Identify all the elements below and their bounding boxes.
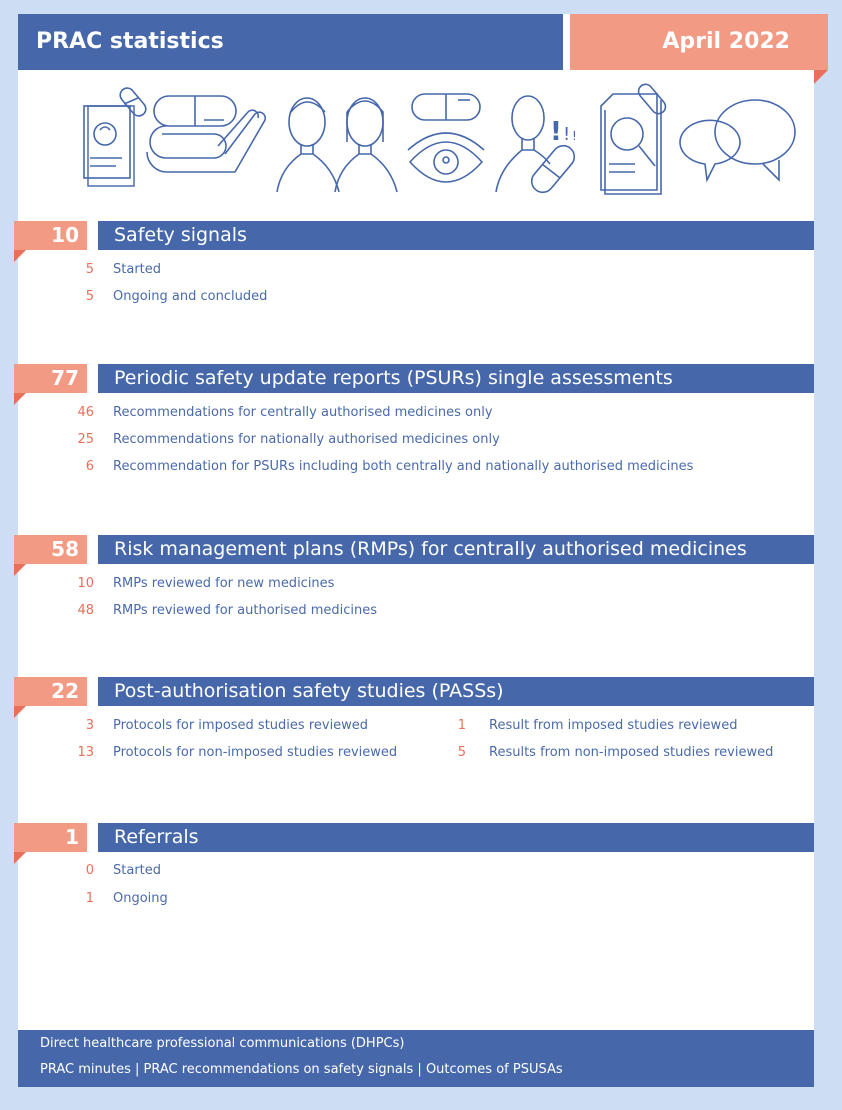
patient-alert-pill-icon: [490, 82, 585, 202]
stat-count: 5: [457, 745, 466, 760]
section-title: Referrals: [98, 823, 814, 852]
illustration-row: [80, 82, 800, 208]
stat-count: 6: [85, 459, 94, 474]
stat-count: 13: [77, 745, 94, 760]
stat-label: RMPs reviewed for authorised medicines: [113, 603, 378, 618]
stat-label: Protocols for imposed studies reviewed: [113, 718, 369, 733]
prac-minutes-link[interactable]: PRAC minutes: [40, 1062, 131, 1077]
link-separator: |: [417, 1062, 422, 1077]
document-magnifier-pill-icon: [595, 82, 675, 202]
patients-male-female-icon: [275, 82, 405, 202]
stat-count: 5: [85, 262, 94, 277]
stat-label: Ongoing and concluded: [113, 289, 268, 304]
dhpc-link[interactable]: Direct healthcare professional communications (DHPCs): [40, 1036, 405, 1051]
date-tab-fold: [814, 70, 828, 84]
stat-label: Result from imposed studies reviewed: [489, 718, 738, 733]
prac-recommendations-link[interactable]: PRAC recommendations on safety signals: [143, 1062, 414, 1077]
eye-pill-icon: [406, 82, 486, 202]
stat-count: 0: [85, 863, 94, 878]
section-total-badge: 1: [14, 823, 87, 852]
badge-fold: [14, 852, 26, 864]
stat-label: Started: [113, 262, 162, 277]
stat-count: 10: [77, 576, 94, 591]
section-total-badge: 58: [14, 535, 87, 564]
footer-links: [18, 1030, 814, 1087]
stat-label: Recommendations for centrally authorised medicines only: [113, 405, 493, 420]
stat-count: 1: [85, 891, 94, 906]
stat-count: 3: [85, 718, 94, 733]
stat-label: Ongoing: [113, 891, 168, 906]
section-title: Safety signals: [98, 221, 814, 250]
badge-fold: [14, 706, 26, 718]
psusa-outcomes-link[interactable]: Outcomes of PSUSAs: [425, 1062, 563, 1077]
svg-text:!: !: [563, 124, 571, 145]
section-title: Post-authorisation safety studies (PASSs): [98, 677, 814, 706]
section-title: Risk management plans (RMPs) for centrally authorised medicines: [98, 535, 814, 564]
stat-label: Results from non-imposed studies reviewed: [489, 745, 774, 760]
stat-count: 25: [77, 432, 94, 447]
speech-bubbles-icon: [675, 82, 800, 202]
badge-fold: [14, 564, 26, 576]
section-total-badge: 10: [14, 221, 87, 250]
svg-text:!: !: [550, 117, 562, 147]
stat-count: 5: [85, 289, 94, 304]
page-title: PRAC statistics: [18, 14, 563, 70]
badge-fold: [14, 393, 26, 405]
section-total-badge: 77: [14, 364, 87, 393]
section-title: Periodic safety update reports (PSURs) single assessments: [98, 364, 814, 393]
hand-holding-pill-icon: [142, 82, 272, 202]
stat-count: 48: [77, 603, 94, 618]
stat-label: Recommendation for PSURs including both centrally and nationally authorised medicines: [113, 459, 694, 474]
badge-fold: [14, 250, 26, 262]
report-date: April 2022: [570, 14, 828, 70]
stat-count: 46: [77, 405, 94, 420]
link-separator: |: [134, 1062, 140, 1077]
stat-label: RMPs reviewed for new medicines: [113, 576, 335, 591]
section-total-badge: 22: [14, 677, 87, 706]
svg-text:!: !: [572, 129, 577, 143]
stat-label: Started: [113, 863, 162, 878]
stat-label: Protocols for non-imposed studies reviewed: [113, 745, 398, 760]
stat-count: 1: [457, 718, 466, 733]
stat-label: Recommendations for nationally authorised medicines only: [113, 432, 500, 447]
